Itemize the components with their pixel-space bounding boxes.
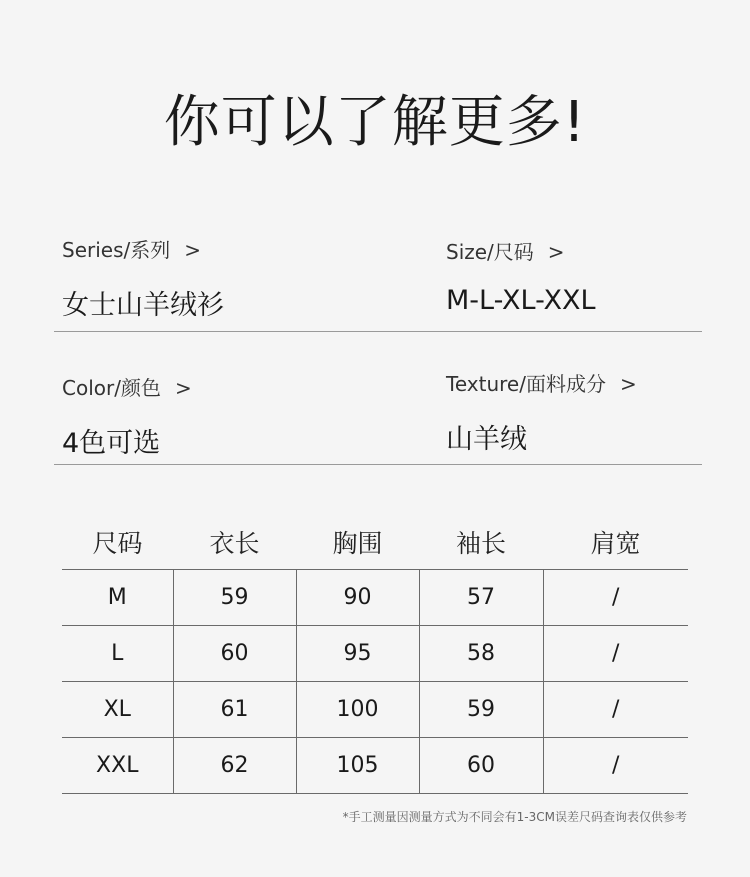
table-cell: M: [62, 570, 173, 626]
series-info: [62, 234, 224, 322]
texture-arrow: >: [619, 372, 637, 396]
column-header: 衣长: [173, 515, 296, 570]
table-cell: 60: [419, 738, 543, 794]
table-row: [62, 682, 688, 738]
table-cell: /: [543, 682, 688, 738]
table-cell: 58: [419, 626, 543, 682]
table-cell: /: [543, 570, 688, 626]
size-info: [446, 236, 596, 316]
size-label-row: [446, 236, 596, 265]
size-value: M-L-XL-XXL: [446, 285, 596, 316]
texture-value: 山羊绒: [446, 424, 527, 455]
series-value: 女士山羊绒衫: [62, 290, 224, 321]
table-row: [62, 626, 688, 682]
table-cell: /: [543, 626, 688, 682]
table-cell: 59: [419, 682, 543, 738]
table-cell: L: [62, 626, 173, 682]
table-cell: 100: [296, 682, 419, 738]
table-cell: 90: [296, 570, 419, 626]
series-label: Series/系列: [62, 238, 171, 262]
table-row: [62, 738, 688, 794]
texture-info: [446, 368, 637, 456]
series-label-row: [62, 234, 224, 263]
column-header: 袖长: [419, 515, 543, 570]
table-row: [62, 570, 688, 626]
page-title: 你可以了解更多!: [163, 90, 587, 155]
size-arrow: >: [547, 240, 565, 264]
table-cell: 61: [173, 682, 296, 738]
table-cell: 95: [296, 626, 419, 682]
color-value: 4色可选: [62, 428, 161, 459]
table-header-row: [62, 515, 688, 570]
color-label: Color/颜色: [62, 376, 161, 400]
color-label-row: [62, 372, 192, 401]
color-info: [62, 372, 192, 460]
divider: [54, 464, 702, 465]
column-header: 肩宽: [543, 515, 688, 570]
column-header: 尺码: [62, 515, 173, 570]
column-header: 胸围: [296, 515, 419, 570]
table-cell: 60: [173, 626, 296, 682]
table-cell: /: [543, 738, 688, 794]
table-cell: XL: [62, 682, 173, 738]
table-cell: 105: [296, 738, 419, 794]
divider: [54, 331, 702, 332]
series-arrow: >: [184, 238, 202, 262]
measurement-note: *手工测量因测量方式为不同会有1-3CM误差尺码查询表仅供参考: [342, 810, 687, 824]
size-chart-table: [62, 515, 688, 794]
table-cell: XXL: [62, 738, 173, 794]
table-cell: 62: [173, 738, 296, 794]
table-cell: 57: [419, 570, 543, 626]
size-label: Size/尺码: [446, 240, 534, 264]
table-cell: 59: [173, 570, 296, 626]
texture-label: Texture/面料成分: [446, 372, 606, 396]
color-arrow: >: [174, 376, 192, 400]
texture-label-row: [446, 368, 637, 397]
